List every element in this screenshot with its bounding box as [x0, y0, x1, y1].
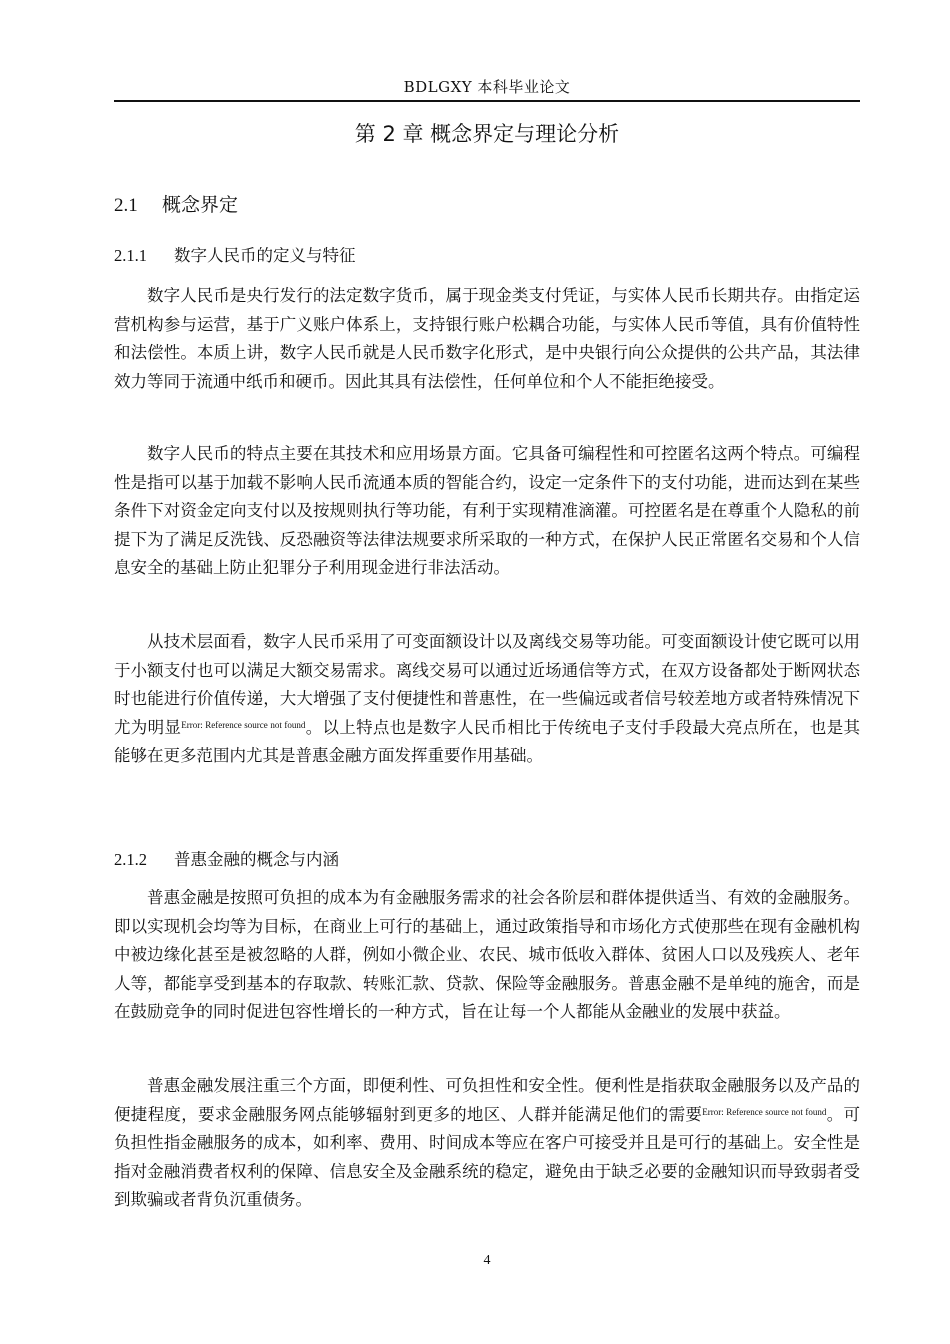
paragraph-5 — [114, 1072, 860, 1215]
reference-error-marker: Error: Reference source not found — [181, 719, 306, 730]
subsection-title: 数字人民币的定义与特征 — [174, 246, 356, 265]
subsection-title: 普惠金融的概念与内涵 — [174, 850, 339, 869]
reference-error-marker: Error: Reference source not found — [702, 1106, 827, 1117]
subsection-heading-2-1-1 — [114, 242, 356, 266]
paragraph-2: 数字人民币的特点主要在其技术和应用场景方面。它具备可编程性和可控匿名这两个特点。可编程性是指可以基于加载不影响人民币流通本质的智能合约，设定一定条件下的支付功能，进而达到在某些条件下对资金定向支付以及按规则执行等功能，有利于实现精准滴灌。可控匿名是在尊重个人隐私的前提下为了满足反洗钱、反恐融资等法律法规要求所采取的一种方式，在保护人民正常匿名交易和个人信息安全的基础上防止犯罪分子利用现金进行非法活动。 — [114, 444, 860, 578]
paragraph-3 — [114, 628, 860, 771]
running-header: BDLGXY 本科毕业论文 — [403, 78, 571, 96]
subsection-number: 2.1.2 — [114, 850, 147, 869]
paragraph-5-text-b: 。可负担性指金融服务的成本，如利率、费用、时间成本等应在客户可接受并且是可行的基础上。安全性是指对金融消费者权利的保障、信息安全及金融系统的稳定，避免由于缺乏必要的金融知识而导致弱者受到欺骗或者背负沉重债务。 — [114, 1104, 861, 1210]
paragraph-1: 数字人民币是央行发行的法定数字货币，属于现金类支付凭证，与实体人民币长期共存。由指定运营机构参与运营，基于广义账户体系上，支持银行账户松耦合功能，与实体人民币等值，具有价值特性和法偿性。本质上讲，数字人民币就是人民币数字化形式，是中央银行向公众提供的公共产品，其法律效力等同于流通中纸币和硬币。因此其具有法偿性，任何单位和个人不能拒绝接受。 — [114, 286, 860, 391]
paragraph-3-text-a: 从技术层面看，数字人民币采用了可变面额设计以及离线交易等功能。可变面额设计使它既可以用于小额支付也可以满足大额交易需求。离线交易可以通过近场通信等方式，在双方设备都处于断网状态时也能进行价值传递，大大增强了支付便捷性和普惠性，在一些偏远或者信号较差地方或者特殊情况下尤为明显 — [114, 632, 860, 737]
paragraph-5-text-a: 普惠金融发展注重三个方面，即便利性、可负担性和安全性。便利性是指获取金融服务以及产品的便捷程度，要求金融服务网点能够辐射到更多的地区、人群并能满足他们的需要 — [114, 1076, 860, 1124]
section-heading-2-1 — [114, 190, 238, 217]
paragraph-3-text-b: 。以上特点也是数字人民币相比于传统电子支付手段最大亮点所在，也是其能够在更多范围内尤其是普惠金融方面发挥重要作用基础。 — [114, 717, 861, 766]
page-number: 4 — [483, 1253, 491, 1268]
chapter-title: 第 2 章 概念界定与理论分析 — [354, 122, 620, 146]
paragraph-4: 普惠金融是按照可负担的成本为有金融服务需求的社会各阶层和群体提供适当、有效的金融服务。即以实现机会均等为目标，在商业上可行的基础上，通过政策指导和市场化方式使那些在现有金融机构中被边缘化甚至是被忽略的人群，例如小微企业、农民、城市低收入群体、贫困人口以及残疾人、老年人等，都能享受到基本的存取款、转账汇款、贷款、保险等金融服务。普惠金融不是单纯的施舍，而是在鼓励竞争的同时促进包容性增长的一种方式，旨在让每一个人都能从金融业的发展中获益。 — [114, 888, 860, 1022]
subsection-number: 2.1.1 — [114, 246, 147, 265]
subsection-heading-2-1-2 — [114, 846, 339, 870]
section-title: 概念界定 — [162, 194, 239, 216]
header-rule — [114, 100, 860, 102]
section-number: 2.1 — [114, 195, 138, 216]
